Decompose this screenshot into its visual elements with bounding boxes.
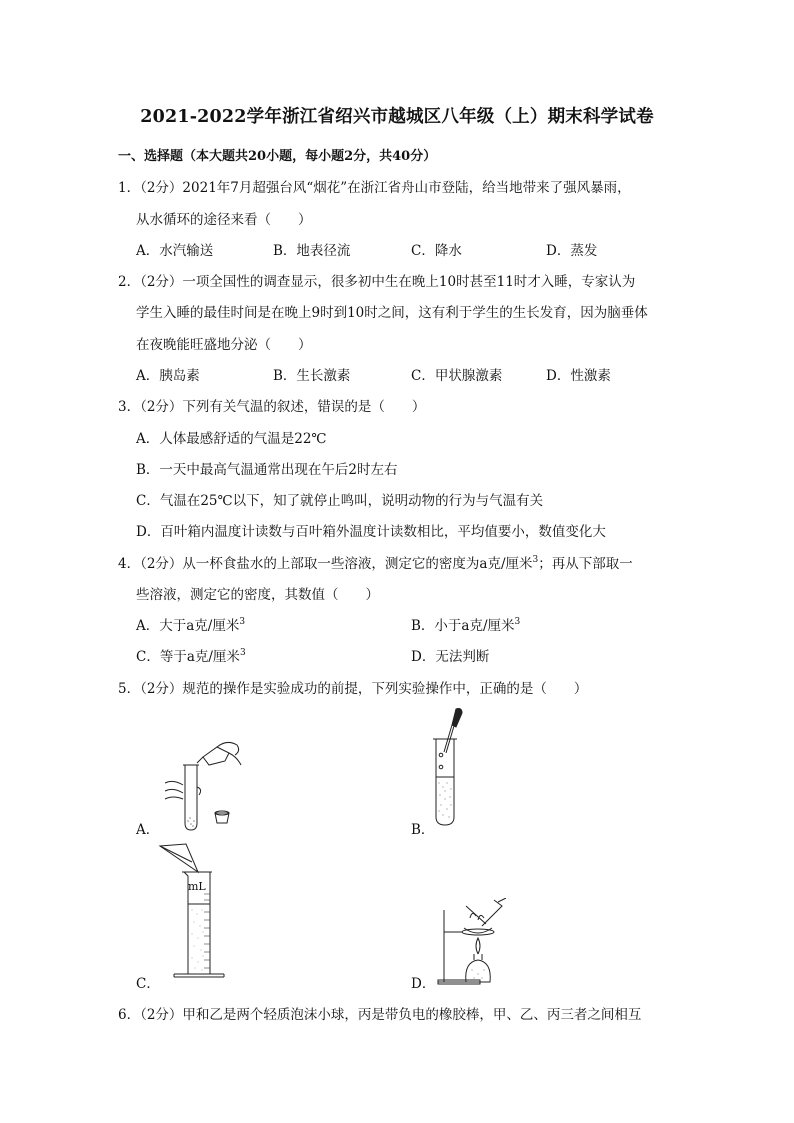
question-2-option-c: C．甲状腺激素 [411,368,503,384]
superscript: 3 [532,555,539,565]
question-2-line-1: 2．（2分）一项全国性的调查显示，很多初中生在晚上10时甚至11时才入睡，专家认为 [118,274,636,290]
figure-a-pouring-image [155,735,245,835]
question-2-line-3: 在夜晚能旺盛地分泌（ ） [136,337,312,353]
question-1-option-c: C．降水 [411,243,462,259]
question-3-option-d: D．百叶箱内温度计读数与百叶箱外温度计读数相比，平均值要小，数值变化大 [136,524,606,540]
figure-d-label: D． [411,976,436,992]
superscript: 3 [239,648,246,658]
question-2-option-a: A．胰岛素 [136,368,200,384]
superscript: 3 [239,617,246,627]
question-4-option-c [136,645,246,665]
question-1-option-a: A．水汽输送 [136,243,214,259]
question-3-line-1: 3．（2分）下列有关气温的叙述，错误的是（ ） [118,399,426,415]
question-4-line-1a: 4．（2分）从一杯食盐水的上部取一些溶液，测定它的密度为a克/厘米 [118,556,533,572]
figure-d-evaporation-image [436,898,516,988]
question-3-option-c: C．气温在25℃以下，知了就停止鸣叫，说明动物的行为与气温有关 [136,493,544,509]
question-1-option-b: B．地表径流 [273,243,351,259]
figure-c-label: C． [136,976,160,992]
question-6-line-1: 6．（2分）甲和乙是两个轻质泡沫小球，丙是带负电的橡胶棒，甲、乙、丙三者之间相互 [118,1007,642,1023]
question-4-option-a [136,614,245,634]
option-text: A．大于a克/厘米 [136,618,240,634]
question-4-line-1 [118,552,633,572]
superscript: 3 [514,617,521,627]
figure-a-label: A． [136,822,160,838]
question-3-option-a: A．人体最感舒适的气温是22℃ [136,431,327,447]
question-4-option-d: D．无法判断 [411,649,490,665]
question-2-option-b: B．生长激素 [273,368,351,384]
question-2-option-d: D．性激素 [546,368,611,384]
option-text: C．等于a克/厘米 [136,649,240,665]
question-2-line-2: 学生入睡的最佳时间是在晚上9时到10时之间，这有利于学生的生长发育，因为脑垂体 [136,305,648,321]
cylinder-unit-label: mL [188,880,206,893]
option-text: B．小于a克/厘米 [411,618,515,634]
question-4-line-1b: ；再从下部取一 [538,556,633,572]
page-title: 2021-2022学年浙江省绍兴市越城区八年级（上）期末科学试卷 [140,107,654,127]
figure-b-label: B． [411,822,435,838]
figure-c-cylinder-image [158,842,248,982]
section-heading: 一、选择题（本大题共20小题，每小题2分，共40分） [118,149,437,164]
question-1-line-1: 1．（2分）2021年7月超强台风“烟花”在浙江省舟山市登陆，给当地带来了强风暴雨， [118,180,631,196]
figure-b-dropper-image [428,705,478,830]
question-1-line-2: 从水循环的途径来看（ ） [136,212,312,228]
question-1-option-d: D．蒸发 [546,243,598,259]
question-3-option-b: B．一天中最高气温通常出现在午后2时左右 [136,462,398,478]
question-5-line-1: 5．（2分）规范的操作是实验成功的前提，下列实验操作中，正确的是（ ） [118,681,588,697]
question-4-option-b [411,614,520,634]
question-4-line-2: 些溶液，测定它的密度，其数值（ ） [136,587,379,603]
